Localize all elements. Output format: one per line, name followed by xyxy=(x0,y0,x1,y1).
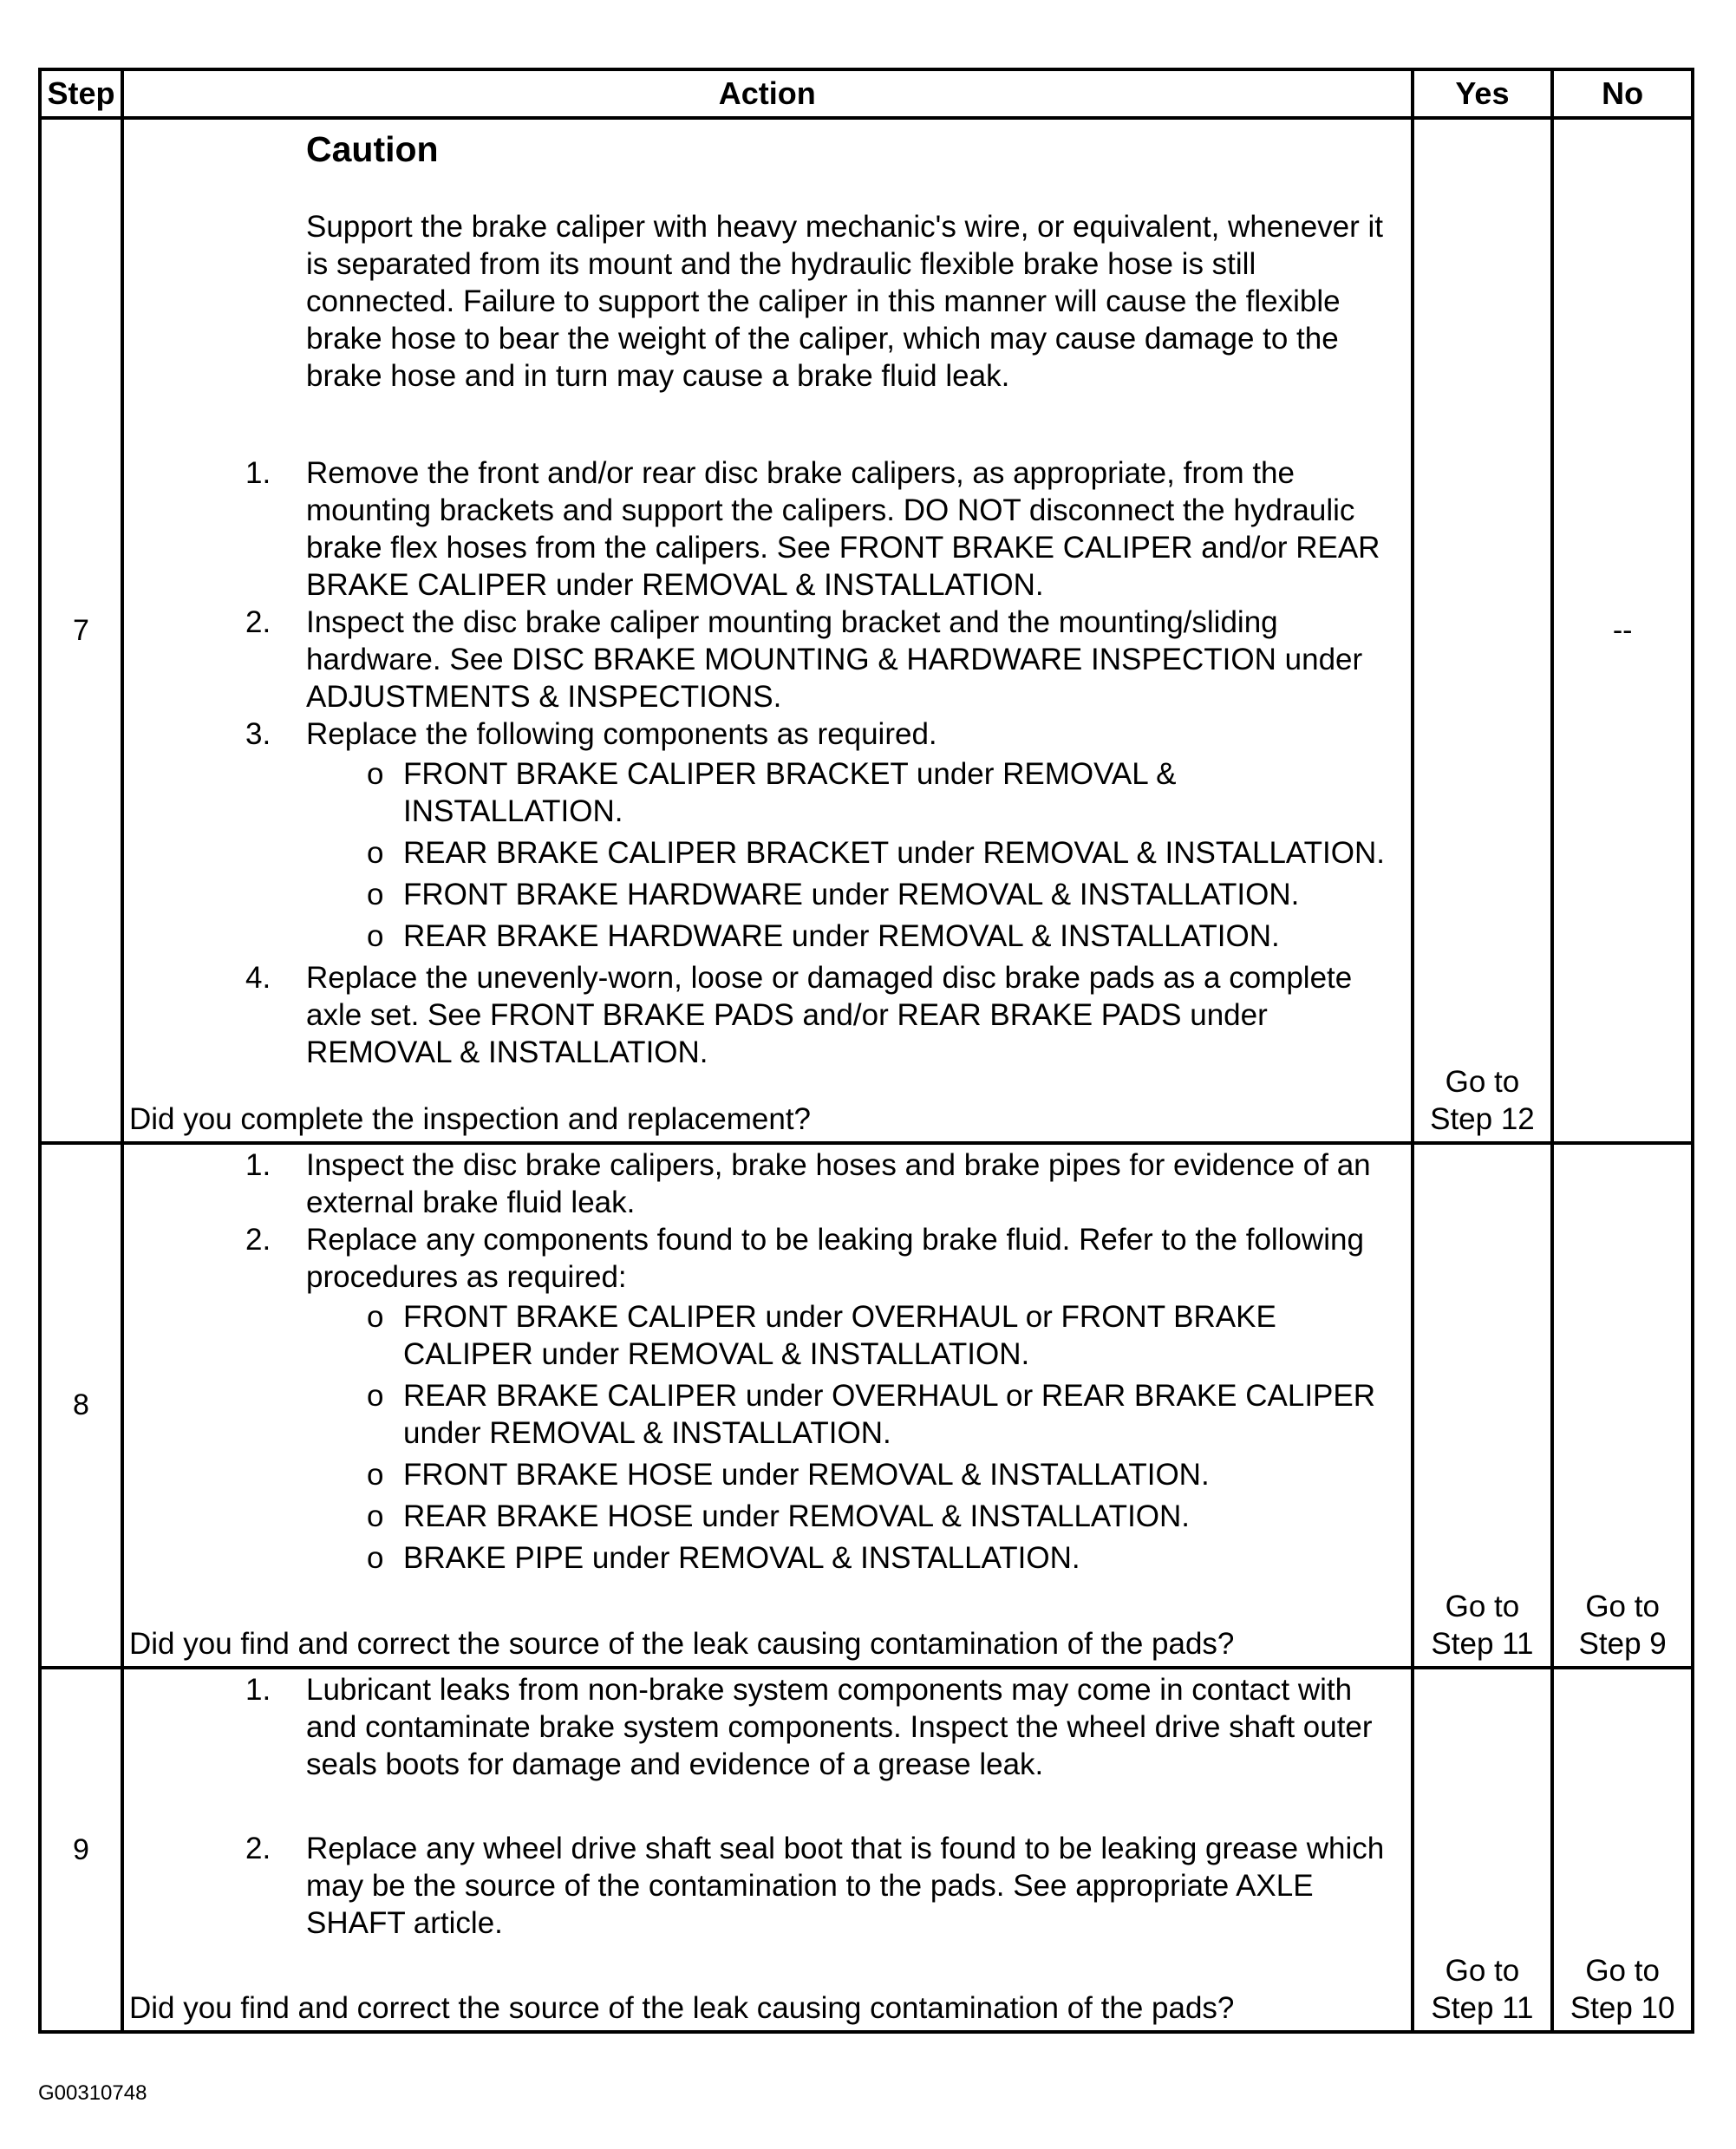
table-row-step-7 xyxy=(40,118,1693,1143)
list-item xyxy=(124,1830,1411,1942)
sub-item-text: REAR BRAKE HARDWARE under REMOVAL & INSTALLATION. xyxy=(402,919,1280,953)
list-item xyxy=(124,604,1411,715)
header-row xyxy=(40,69,1693,118)
item-number: 2. xyxy=(245,1223,271,1257)
question-text: Did you find and correct the source of the leak causing contamination of the pads? xyxy=(128,1627,1235,1661)
list-item xyxy=(124,715,1411,955)
bullet-icon: o xyxy=(366,878,384,911)
yes-goto-step: Step 11 xyxy=(1431,1627,1534,1661)
yes-cell xyxy=(1413,1143,1553,1668)
sub-list-item xyxy=(306,876,1393,913)
sub-list-item xyxy=(306,1377,1393,1452)
no-cell xyxy=(1552,118,1693,1143)
item-text: Replace any components found to be leaking brake fluid. Refer to the following procedures as required: xyxy=(305,1223,1364,1294)
item-text: Replace the following components as required. xyxy=(305,717,937,751)
item-number: 2. xyxy=(245,605,271,639)
action-cell xyxy=(122,1668,1413,2032)
bullet-icon: o xyxy=(366,1541,384,1575)
no-cell xyxy=(1552,1143,1693,1668)
step-number: 8 xyxy=(40,1143,122,1668)
item-text: Replace any wheel drive shaft seal boot that is found to be leaking grease which may be the source of the contamination to the pads. See appropriate AXLE SHAFT article. xyxy=(305,1832,1385,1940)
step-number: 7 xyxy=(40,118,122,1143)
item-number: 4. xyxy=(245,961,271,995)
item-text: Remove the front and/or rear disc brake calipers, as appropriate, from the mounting brackets and support the calipers. DO NOT disconnect the hydraulic brake flex hoses from the calipers. See FRONT BRAKE CALIPER and/or REAR BRAKE CALIPER under REMOVAL & INSTALLATION. xyxy=(305,456,1380,602)
header-action: Action xyxy=(122,69,1413,118)
diagnostic-table-sheet xyxy=(38,68,1694,2036)
item-text: Replace the unevenly-worn, loose or damaged disc brake pads as a complete axle set. See FRONT BRAKE PADS and/or REAR BRAKE PADS under REMOVAL & INSTALLATION. xyxy=(305,961,1353,1069)
list-item xyxy=(124,454,1411,604)
sub-list-item xyxy=(306,1298,1393,1373)
item-number: 2. xyxy=(245,1832,271,1865)
sub-item-text: FRONT BRAKE HOSE under REMOVAL & INSTALLATION. xyxy=(402,1458,1210,1492)
no-cell xyxy=(1552,1668,1693,2032)
no-goto-label: Go to xyxy=(1585,1590,1660,1623)
no-goto-step: Step 9 xyxy=(1578,1627,1667,1661)
item-text: Inspect the disc brake calipers, brake hoses and brake pipes for evidence of an external brake fluid leak. xyxy=(305,1148,1371,1219)
action-cell xyxy=(122,1143,1413,1668)
sub-list-item xyxy=(306,755,1393,830)
item-number: 1. xyxy=(245,456,271,490)
sub-list-item xyxy=(306,834,1393,872)
bullet-icon: o xyxy=(366,757,384,791)
figure-code: G00310748 xyxy=(38,2081,147,2105)
sub-item-text: BRAKE PIPE under REMOVAL & INSTALLATION. xyxy=(402,1541,1080,1575)
header-yes: Yes xyxy=(1413,69,1553,118)
sub-item-text: FRONT BRAKE CALIPER under OVERHAUL or FRONT BRAKE CALIPER under REMOVAL & INSTALLATION. xyxy=(402,1300,1276,1371)
sub-item-text: FRONT BRAKE CALIPER BRACKET under REMOVAL & INSTALLATION. xyxy=(402,757,1177,828)
no-value: -- xyxy=(1612,613,1633,647)
sub-item-text: REAR BRAKE CALIPER BRACKET under REMOVAL & INSTALLATION. xyxy=(402,836,1385,870)
item-number: 1. xyxy=(245,1673,271,1707)
table-row-step-9 xyxy=(40,1668,1693,2032)
list-item xyxy=(124,1221,1411,1577)
question-text: Did you complete the inspection and replacement? xyxy=(128,1102,812,1136)
sub-list xyxy=(306,1298,1393,1577)
bullet-icon: o xyxy=(366,919,384,953)
table-row-step-8 xyxy=(40,1143,1693,1668)
bullet-icon: o xyxy=(366,1499,384,1533)
yes-goto-label: Go to xyxy=(1445,1954,1520,1988)
yes-cell xyxy=(1413,1668,1553,2032)
sub-list-item xyxy=(306,1539,1393,1577)
item-text: Inspect the disc brake caliper mounting bracket and the mounting/sliding hardware. See DISC BRAKE MOUNTING & HARDWARE INSPECTION under ADJUSTMENTS & INSPECTIONS. xyxy=(305,605,1363,714)
item-text: Lubricant leaks from non-brake system components may come in contact with and contaminate brake system components. Inspect the wheel drive shaft outer seals boots for damage and evidence of a grease leak. xyxy=(305,1673,1373,1781)
question-text: Did you find and correct the source of the leak causing contamination of the pads? xyxy=(128,1991,1235,2025)
caution-title: Caution xyxy=(305,129,439,169)
diagnostic-table xyxy=(38,68,1694,2034)
sub-item-text: REAR BRAKE CALIPER under OVERHAUL or REAR BRAKE CALIPER under REMOVAL & INSTALLATION. xyxy=(402,1379,1376,1450)
action-cell xyxy=(122,118,1413,1143)
header-no: No xyxy=(1552,69,1693,118)
yes-goto-label: Go to xyxy=(1445,1065,1520,1099)
no-goto-step: Step 10 xyxy=(1570,1991,1675,2025)
step-number: 9 xyxy=(40,1668,122,2032)
sub-item-text: FRONT BRAKE HARDWARE under REMOVAL & INSTALLATION. xyxy=(402,878,1300,911)
bullet-icon: o xyxy=(366,1379,384,1413)
bullet-icon: o xyxy=(366,1300,384,1334)
list-item xyxy=(124,1146,1411,1221)
yes-goto-step: Step 12 xyxy=(1430,1102,1535,1136)
yes-goto-step: Step 11 xyxy=(1431,1991,1534,2025)
sub-list-item xyxy=(306,1456,1393,1493)
header-step: Step xyxy=(40,69,122,118)
bullet-icon: o xyxy=(366,836,384,870)
item-number: 3. xyxy=(245,717,271,751)
action-list xyxy=(124,1671,1411,1942)
no-goto-label: Go to xyxy=(1585,1954,1660,1988)
list-item xyxy=(124,959,1411,1071)
sub-list-item xyxy=(306,1498,1393,1535)
list-item xyxy=(124,1671,1411,1783)
yes-goto-label: Go to xyxy=(1445,1590,1520,1623)
item-number: 1. xyxy=(245,1148,271,1182)
sub-item-text: REAR BRAKE HOSE under REMOVAL & INSTALLATION. xyxy=(402,1499,1191,1533)
action-list xyxy=(124,1146,1411,1577)
yes-cell xyxy=(1413,118,1553,1143)
action-list xyxy=(124,454,1411,1071)
bullet-icon: o xyxy=(366,1458,384,1492)
sub-list xyxy=(306,755,1393,955)
sub-list-item xyxy=(306,918,1393,955)
caution-text: Support the brake caliper with heavy mechanic's wire, or equivalent, whenever it is separated from its mount and the hydraulic flexible brake hose is still connected. Failure to support the caliper in this manner will cause the flexible brake hose to bear the weight of the caliper, which may cause damage to the brake hose and in turn may cause a brake fluid leak. xyxy=(305,210,1384,393)
